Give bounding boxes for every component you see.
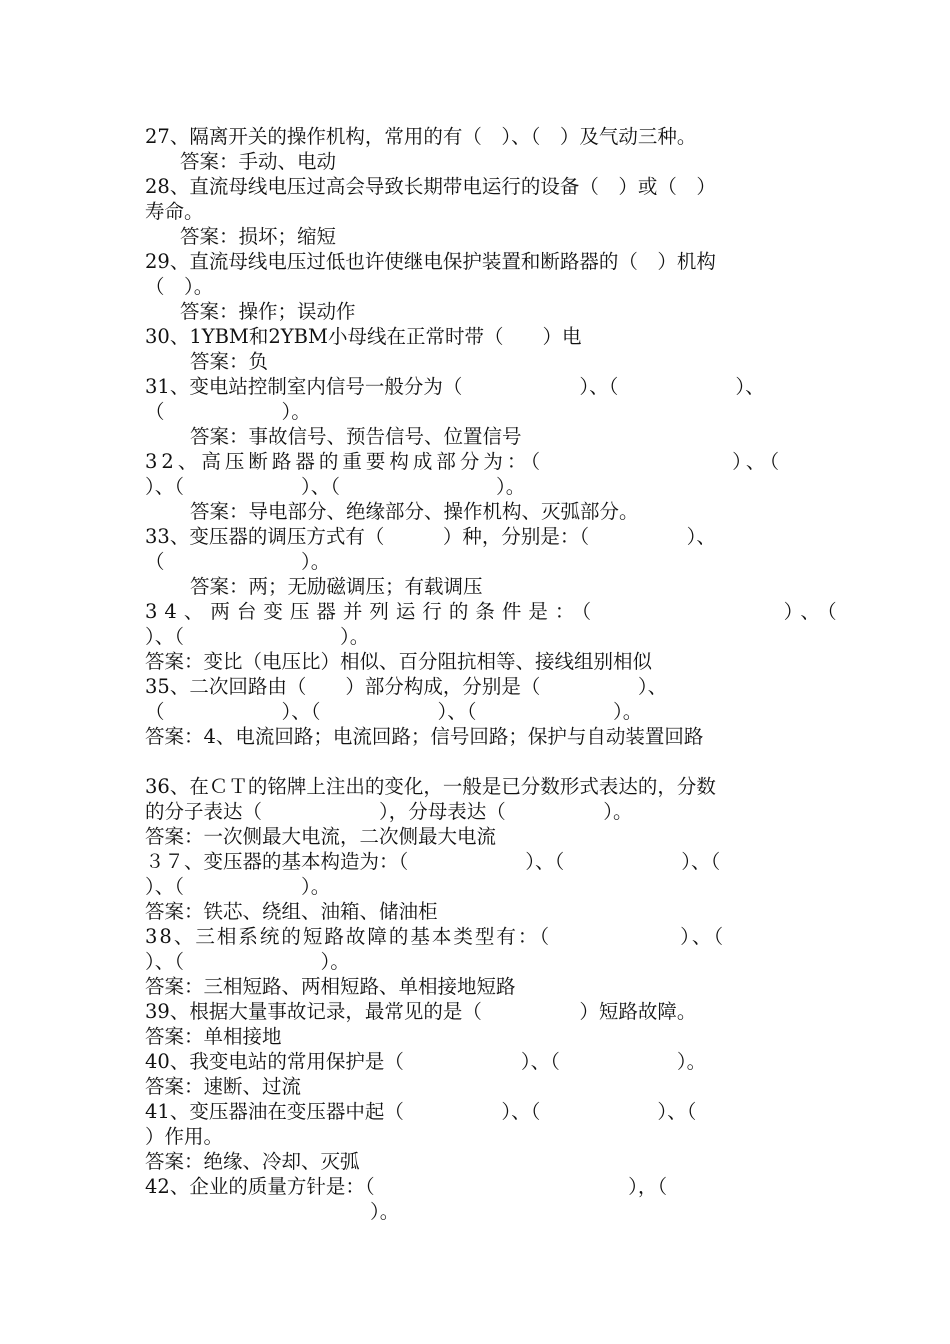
q41-text: 41、变压器油在变压器中起（ ）、（ ）、（ — [145, 1100, 697, 1123]
q33-text-cont: （ ）。 — [145, 550, 331, 573]
q35-text-cont: （ ）、（ ）、（ ）。 — [145, 700, 643, 723]
q29-text: 29、直流母线电压过低也许使继电保护装置和断路器的（ ）机构 — [145, 250, 716, 273]
q27-text: 27、隔离开关的操作机构，常用的有（ ）、（ ）及气动三种。 — [145, 125, 697, 148]
q32-text: 32、高压断路器的重要构成部分为：（ ）、（ — [145, 450, 784, 473]
q31-answer: 答案：事故信号、预告信号、位置信号 — [190, 425, 522, 448]
q37-text: ３７、变压器的基本构造为：（ ）、（ ）、（ — [145, 850, 721, 873]
q29-text-cont: （ ）。 — [145, 275, 214, 298]
q42-text: 42、企业的质量方针是：（ ），（ — [145, 1175, 668, 1198]
q40-text: 40、我变电站的常用保护是（ ）、（ ）。 — [145, 1050, 707, 1073]
q33-answer: 答案：两；无励磁调压；有载调压 — [190, 575, 483, 598]
q28-text-cont: 寿命。 — [145, 200, 204, 223]
q39-text: 39、根据大量事故记录，最常见的是（ ）短路故障。 — [145, 1000, 697, 1023]
q36-text: 36、在ＣＴ的铭牌上注出的变化，一般是已分数形式表达的，分数 — [145, 775, 716, 798]
q34-text-cont: ）、（ ）。 — [145, 625, 370, 648]
q42-text-cont: ）。 — [370, 1200, 400, 1223]
q38-text: 38、三相系统的短路故障的基本类型有：（ ）、（ — [145, 925, 726, 948]
q29-answer: 答案：操作；误动作 — [180, 300, 356, 323]
q38-answer: 答案：三相短路、两相短路、单相接地短路 — [145, 975, 516, 998]
q35-text: 35、二次回路由（ ）部分构成，分别是（ ）、 — [145, 675, 668, 698]
q37-text-cont: ）、（ ）。 — [145, 875, 331, 898]
q30-text: 30、1YBM和2YBM小母线在正常时带（ ）电 — [145, 325, 582, 348]
q41-answer: 答案：绝缘、冷却、灭弧 — [145, 1150, 360, 1173]
q36-text-cont: 的分子表达（ ），分母表达（ ）。 — [145, 800, 633, 823]
q27-answer: 答案：手动、电动 — [180, 150, 337, 173]
q34-text: 34、两台变压器并列运行的条件是：（ ）、（ — [145, 600, 844, 623]
q32-answer: 答案：导电部分、绝缘部分、操作机构、灭弧部分。 — [190, 500, 639, 523]
q36-answer: 答案：一次侧最大电流，二次侧最大电流 — [145, 825, 497, 848]
q28-text: 28、直流母线电压过高会导致长期带电运行的设备（ ）或（ ） — [145, 175, 716, 198]
q41-text-cont: ）作用。 — [145, 1125, 224, 1148]
q33-text: 33、变压器的调压方式有（ ）种，分别是：（ ）、 — [145, 525, 716, 548]
q38-text-cont: ）、（ ）。 — [145, 950, 350, 973]
q40-answer: 答案：速断、过流 — [145, 1075, 302, 1098]
q32-text-cont: ）、（ ）、（ ）。 — [145, 475, 526, 498]
q28-answer: 答案：损坏；缩短 — [180, 225, 337, 248]
q31-text-cont: （ ）。 — [145, 400, 311, 423]
q35-answer: 答案：4、电流回路；电流回路；信号回路；保护与自动装置回路 — [145, 725, 704, 748]
q30-answer: 答案：负 — [190, 350, 269, 373]
q31-text: 31、变电站控制室内信号一般分为（ ）、（ ）、 — [145, 375, 765, 398]
q34-answer: 答案：变比（电压比）相似、百分阻抗相等、接线组别相似 — [145, 650, 653, 673]
q37-answer: 答案：铁芯、绕组、油箱、储油柜 — [145, 900, 438, 923]
q39-answer: 答案：单相接地 — [145, 1025, 282, 1048]
